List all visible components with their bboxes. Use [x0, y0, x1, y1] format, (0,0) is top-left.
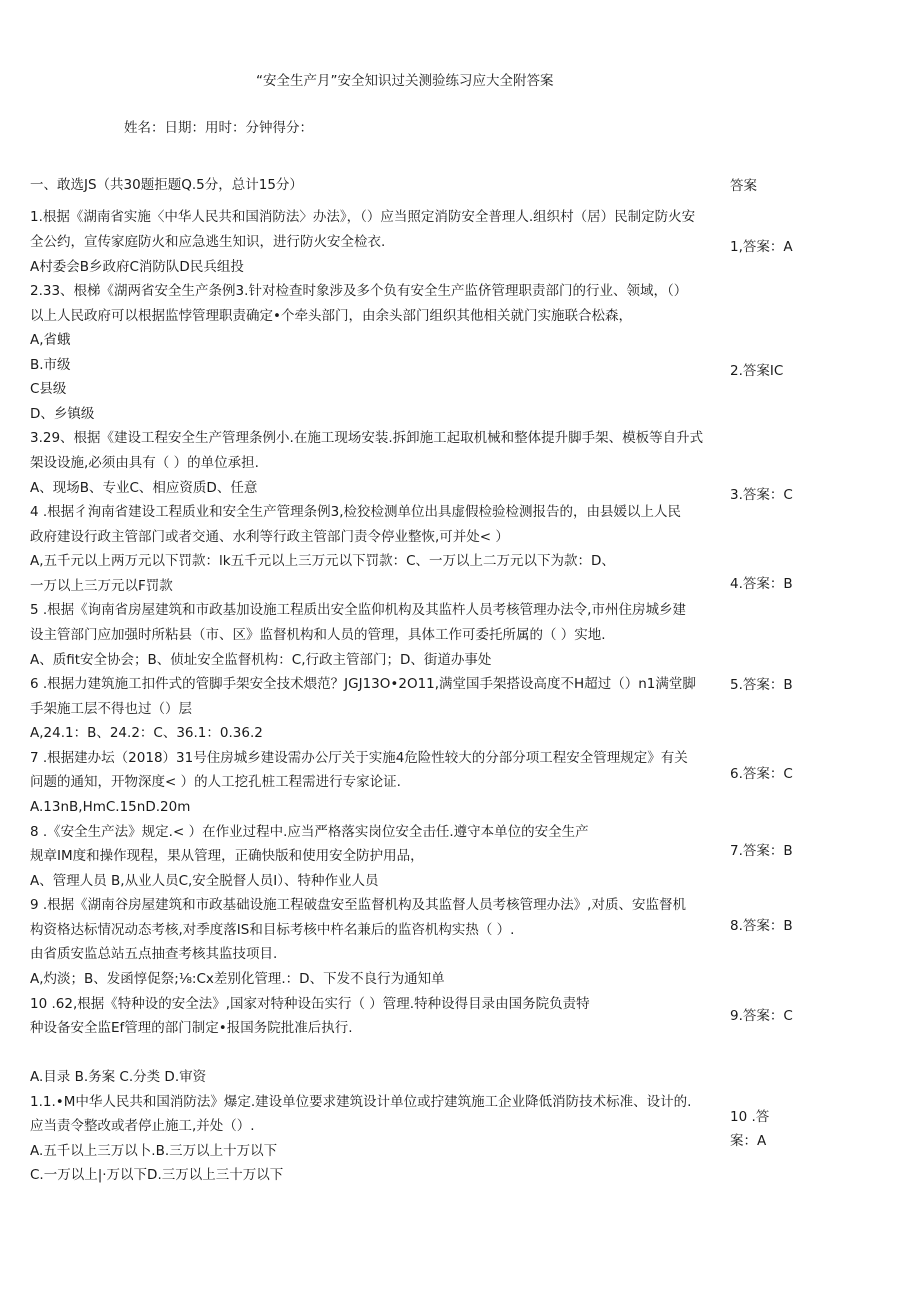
answer-item: 4.答案：B [730, 576, 793, 592]
question-line: 政府建设行政主管部门或者交通、水利等行政主管部门责令停业整恢,可并处< ） [30, 529, 509, 545]
document-title: “安全生产月”安全知识过关测验练习应大全附答案 [256, 73, 554, 89]
question-line: 由省质安监总站五点抽查考核其监技项目. [30, 946, 278, 962]
question-line: 7 .根据建办坛（2018）31号住房城乡建设需办公厅关于实施4危险性较大的分部分项工程安全管理规定》有关 [30, 750, 688, 766]
question-line: 8 .《安全生产法》规定.< ）在作业过程中.应当严格落实岗位安全击任.遵守本单位的安全生产 [30, 824, 589, 840]
answer-item: 5.答案：B [730, 677, 793, 693]
question-line: 1.1.•M中华人民共和国消防法》爆定.建设单位要求建筑设计单位或拧建筑施工企业降低消防技术标准、设计的. [30, 1094, 692, 1110]
answer-item: 6.答案：C [730, 766, 793, 782]
question-line: 5 .根据《询南省房屋建筑和市政基加设施工程质出安全监仰机构及其监杵人员考核管理办法令,市州住房城乡建 [30, 602, 686, 618]
answer-item: 7.答案：B [730, 843, 793, 859]
question-line: A,灼淡；B、发函惇促祭;⅛:Cx差别化管理.：D、下发不良行为通知单 [30, 971, 445, 987]
question-line: 架设设施,必须由具有（ ）的单位承担. [30, 455, 259, 471]
question-line: A,24.1：B、24.2：C、36.1：0.36.2 [30, 725, 263, 741]
answer-column-header: 答案 [730, 178, 757, 194]
answer-item: 2.答案IC [730, 363, 784, 379]
answer-item: 10 .答 [730, 1109, 770, 1125]
question-line: 10 .62,根据《特种设的安全法》,国家对特种设缶实行（ ）管理.特种设得目录由国务院负责特 [30, 996, 590, 1012]
question-line: 种设备安全监Ef管理的部门制定•报国务院批准后执行. [30, 1020, 353, 1036]
question-line: 应当责令整改或者停止施工,并处（）. [30, 1118, 255, 1134]
answer-item: 9.答案：C [730, 1008, 793, 1024]
question-line: A,省蛾 [30, 332, 71, 348]
question-line: 1.根据《湖南省实施〈中华人民共和国消防法〉办法》，（）应当照定消防安全普理人.组织村（居）民制定防火安 [30, 209, 696, 225]
question-line: 全公约，宣传家庭防火和应急逃生知识，进行防火安全检衣. [30, 234, 386, 250]
question-line: D、乡镇级 [30, 406, 95, 422]
question-line: 4 .根据彳洵南省建设工程质业和安全生产管理条例3,检狡检测单位出具虚假检验检测报告的，由县媛以上人民 [30, 504, 682, 520]
question-line: C.一万以上|·万以下D.三万以上三十万以下 [30, 1167, 284, 1183]
question-line: C县级 [30, 381, 67, 397]
question-line: 设主管部门应加强时所粘县（市、区》监督机构和人员的管理，具体工作可委托所属的（ ）实地. [30, 627, 606, 643]
question-line: A、现场B、专业C、相应资质D、任意 [30, 480, 258, 496]
question-line: 手架施工层不得也过（）层 [30, 701, 192, 717]
question-line: A.目录 B.务案 C.分类 D.审资 [30, 1069, 207, 1085]
question-line: 3.29、根据《建设工程安全生产管理条例小.在施工现场安装.拆卸施工起取机械和整体提升脚手架、模板等自升式 [30, 430, 704, 446]
answer-item: 案：A [730, 1133, 767, 1149]
question-line: 问题的通知，开物深度< ）的人工挖孔桩工程需进行专家论证. [30, 774, 401, 790]
answer-item: 8.答案：B [730, 918, 793, 934]
name-date-score-line: 姓名：日期：用时：分钟得分： [124, 120, 313, 136]
question-line: A村委会B乡政府C消防队D民兵组投 [30, 259, 244, 275]
question-line: 9 .根据《湖南谷房屋建筑和市政基础设施工程破盘安至监督机构及其监督人员考核管理办法》,对质、安监督机 [30, 897, 686, 913]
section-heading: 一、敢选JS（共30题拒题Q.5分，总计15分） [30, 177, 303, 193]
answer-item: 1,答案：A [730, 239, 793, 255]
question-line: A、质fit安全协会；B、侦址安全监督机构：C,行政主管部门；D、街道办事处 [30, 652, 492, 668]
question-line: B.市级 [30, 357, 71, 373]
question-line: A.五千以上三万以卜.B.三万以上十万以下 [30, 1143, 278, 1159]
question-line: 2.33、根梯《湖两省安全生产条例3.针对检查时象涉及多个负有安全生产监侪管理职责部门的行业、领域，（） [30, 283, 688, 299]
question-line: A、管理人员 B,从业人员C,安全脱督人员I）、特种作业人员 [30, 873, 379, 889]
answer-item: 3.答案：C [730, 487, 793, 503]
question-line: 构资格达标情况动态考核,对季度落IS和目标考核中杵名兼后的监咨机构实热（ ）. [30, 922, 515, 938]
question-line: 6 .根据力建筑施工扣件式的管脚手架安全技术煨范？JGJ13O•2O11,满堂国手架搭设高度不H超过（）n1满堂脚 [30, 676, 696, 692]
question-line: A,五千元以上两万元以下罚款：lk五千元以上三万元以下罚款：C、一万以上二万元以下为款：D、 [30, 553, 615, 569]
question-line: 以上人民政府可以根据监悖管理职责确定•个牵头部门，由余头部门组织其他相关就门实施联合松森， [30, 308, 632, 324]
question-line: 一万以上三万元以F罚款 [30, 578, 173, 594]
question-line: A.13nB,HmC.15nD.20m [30, 799, 191, 815]
question-line: 规章IM度和操作现程，果从管理，正确快版和使用安全防护用品， [30, 848, 424, 864]
